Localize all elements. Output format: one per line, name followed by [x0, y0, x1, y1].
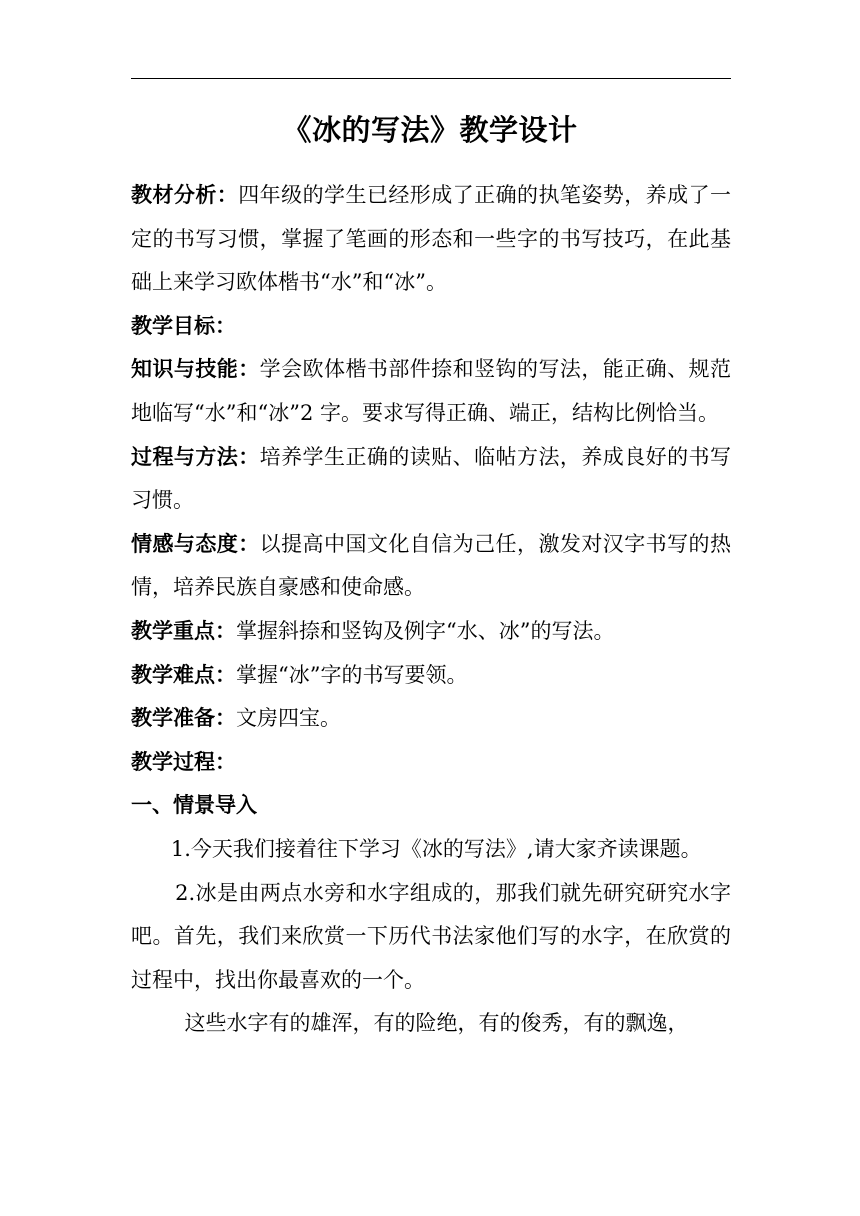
header-rule — [131, 78, 731, 79]
section-text: 学会欧体楷书部件捺和竖钩的写法，能正确、规范地临写“水”和“冰”2 字。要求写得正确、端正，结构比例恰当。 — [131, 357, 732, 425]
section-label: 教学过程： — [131, 749, 236, 774]
section-label: 过程与方法： — [131, 444, 260, 469]
section-preparation — [131, 697, 731, 741]
section-label: 教学准备： — [131, 706, 236, 731]
section-label: 教学难点： — [131, 662, 236, 687]
part1-paragraph: 这些水字有的雄浑，有的险绝，有的俊秀，有的飘逸， — [184, 1011, 689, 1036]
section-text: 文房四宝。 — [236, 706, 341, 731]
section-process-methods — [131, 436, 731, 523]
section-label: 教材分析： — [131, 183, 239, 207]
document-body — [131, 174, 731, 1046]
section-text: 培养学生正确的读贴、临帖方法，养成良好的书写习惯。 — [131, 444, 732, 513]
section-emotion-attitude — [131, 523, 731, 610]
section-label: 教学目标： — [131, 313, 236, 338]
part1-heading: 一、情景导入 — [131, 793, 257, 818]
section-text: 掌握斜捺和竖钩及例字“水、冰”的写法。 — [236, 618, 615, 643]
section-label: 知识与技能： — [131, 357, 260, 382]
section-knowledge-skills — [131, 348, 731, 435]
section-text: 掌握“冰”字的书写要领。 — [236, 662, 468, 687]
part1-paragraph: 1.今天我们接着往下学习《冰的写法》,请大家齐读课题。 — [170, 836, 702, 861]
section-label: 教学重点： — [131, 618, 236, 643]
section-text: 以提高中国文化自信为己任，激发对汉字书写的热情，培养民族自豪感和使命感。 — [131, 531, 732, 600]
section-textbook-analysis — [131, 174, 731, 305]
part1-paragraph: 2.冰是由两点水旁和水字组成的，那我们就先研究研究水字吧。首先，我们来欣赏一下历代书法家他们写的水字，在欣赏的过程中，找出你最喜欢的一个。 — [131, 880, 731, 992]
section-label: 情感与态度： — [131, 531, 260, 556]
section-difficulties — [131, 654, 731, 698]
section-key-points — [131, 610, 731, 654]
section-teaching-goals — [131, 305, 731, 349]
document-title: 《冰的写法》教学设计 — [282, 113, 578, 147]
section-text: 四年级的学生已经形成了正确的执笔姿势，养成了一定的书写习惯，掌握了笔画的形态和一些字的书写技巧，在此基础上来学习欧体楷书“水”和“冰”。 — [131, 183, 732, 295]
section-teaching-process — [131, 741, 731, 785]
